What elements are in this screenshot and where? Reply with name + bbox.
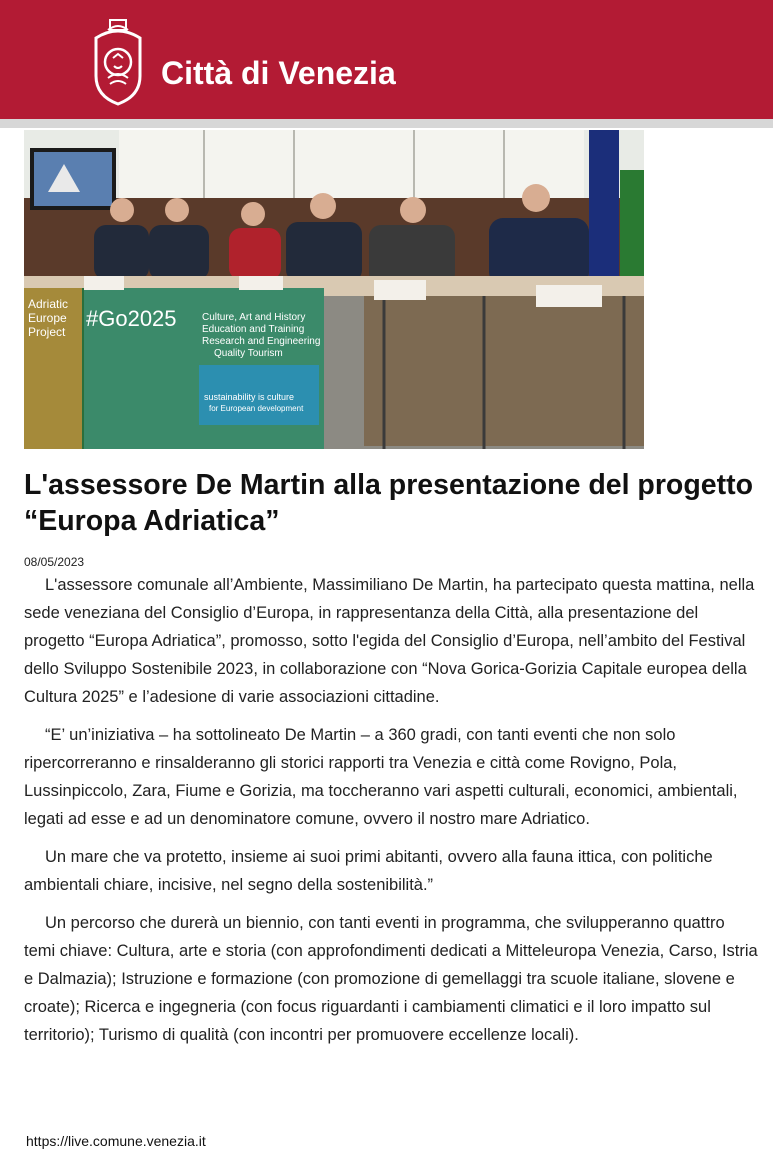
banner-left-line: Project <box>28 325 66 339</box>
site-title[interactable]: Città di Venezia <box>161 55 396 91</box>
banner-topic: Culture, Art and History <box>202 312 306 323</box>
article-title: L'assessore De Martin alla presentazione del progetto “Europa Adriatica” <box>24 469 753 537</box>
site-header <box>0 0 773 119</box>
article-paragraph: Un mare che va protetto, insieme ai suoi primi abitanti, ovvero alla fauna ittica, con politiche ambientali chiare, incisive, nel segno della sostenibilità.” <box>24 848 713 894</box>
banner-left-line: Adriatic <box>28 297 69 311</box>
banner-topic: Research and Engineering <box>202 336 321 347</box>
banner-left-line: Europe <box>28 311 67 325</box>
article-paragraph: “E’ un’iniziativa – ha sottolineato De Martin – a 360 gradi, con tanti eventi che non solo ripercorreranno e rinsalderanno gli storici rapporti tra Venezia e città come Rovigno, Pola, Lussinpiccolo, Zara, Fiume e Gorizia, ma toccheranno vari aspetti culturali, economici, ambientali, legati ad esse e ad un denominatore comune, ovvero il nostro mare Adriatico. <box>24 726 738 828</box>
banner-topic: Quality Tourism <box>214 348 283 359</box>
article-paragraph: Un percorso che durerà un biennio, con tanti eventi in programma, che svilupperanno quattro temi chiave: Cultura, arte e storia (con approfondimenti dedicati a Mitteleuropa Venezia, Carso, Istria e Dalmazia); Istruzione e formazione (con promozione di gemellaggi tra scuole italiane, slovene e croate); Ricerca e ingegneria (con focus riguardanti i cambiamenti climatici e il loro impatto sul territorio); Turismo di qualità (con incontri per promuovere eccellenze locali). <box>24 914 758 1044</box>
article-body <box>24 571 759 1059</box>
article-photo <box>24 130 644 449</box>
venice-coat-of-arms-icon <box>88 18 148 106</box>
banner-footer: for European development <box>209 404 304 413</box>
banner-hashtag: #Go2025 <box>86 306 177 331</box>
banner-topic: Education and Training <box>202 324 305 335</box>
article-paragraph: L'assessore comunale all’Ambiente, Massimiliano De Martin, ha partecipato questa mattina, nella sede veneziana del Consiglio d’Europa, in rappresentanza della Città, alla presentazione del progetto “Europa Adriatica”, promosso, sotto l'egida del Consiglio d’Europa, nell’ambito del Festival dello Sviluppo Sostenibile 2023, in collaborazione con “Nova Gorica-Gorizia Capitale europea della Cultura 2025” e l’adesione di varie associazioni cittadine. <box>24 576 755 706</box>
banner-footer: sustainability is culture <box>204 392 295 402</box>
article-date: 08/05/2023 <box>24 555 85 569</box>
header-divider <box>0 119 773 128</box>
footer-url[interactable]: https://live.comune.venezia.it <box>26 1133 206 1149</box>
